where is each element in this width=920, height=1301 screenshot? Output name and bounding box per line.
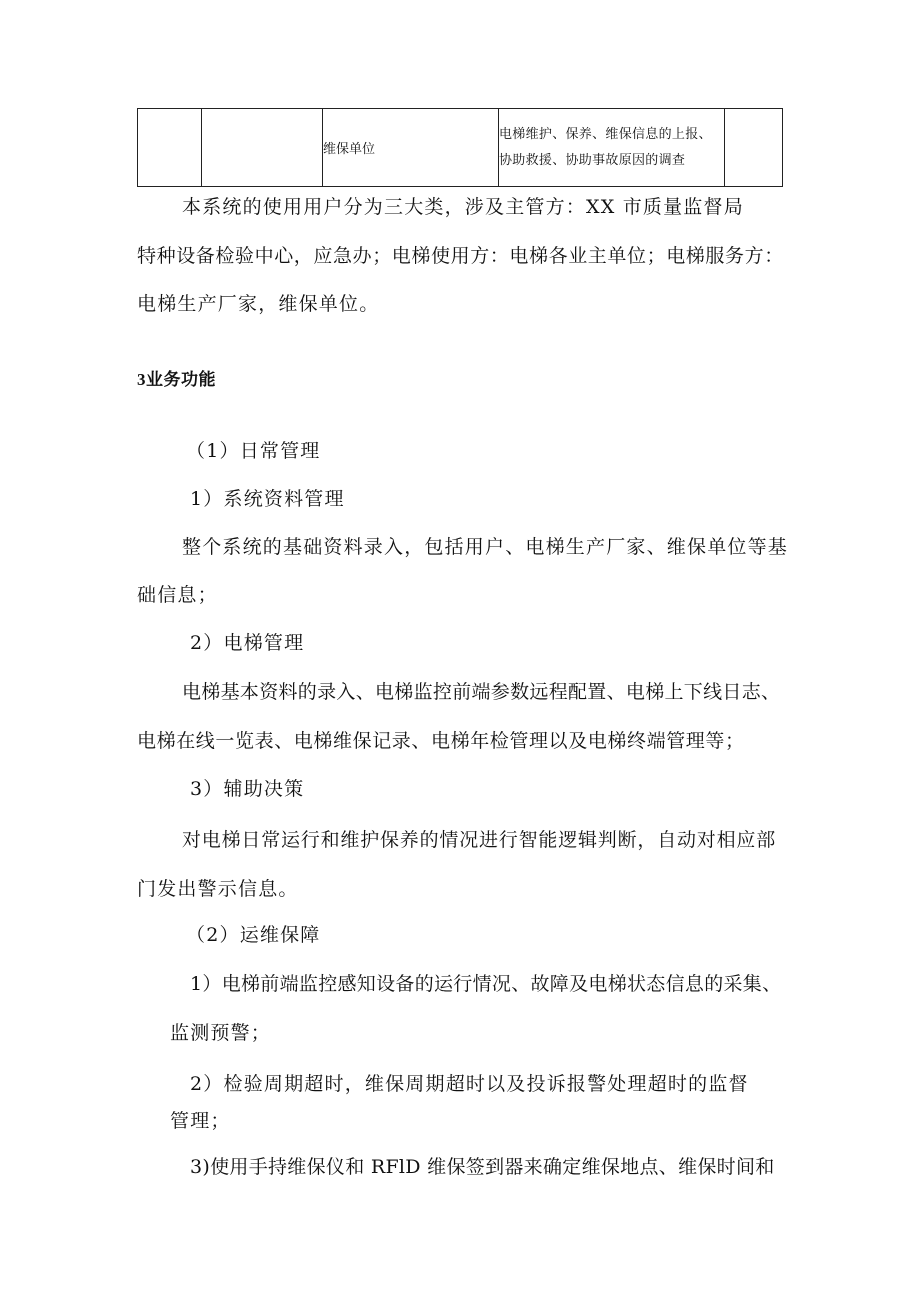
item-body: 整个系统的基础资料录入，包括用户、电梯生产厂家、维保单位等基 — [182, 536, 789, 558]
item-body: 2）检验周期超时，维保周期超时以及投诉报警处理超时的监督 — [190, 1073, 749, 1095]
responsibility-table — [137, 108, 783, 187]
section-number: 3 — [137, 370, 146, 389]
item-title: 1）系统资料管理 — [190, 488, 345, 510]
description-line: 协助救援、协助事故原因的调查 — [499, 152, 686, 168]
section-heading — [137, 365, 216, 390]
table-cell-description — [499, 109, 725, 187]
item-body: 1）电梯前端监控感知设备的运行情况、故障及电梯状态信息的采集、 — [190, 973, 782, 995]
description-line: 电梯维护、保养、维保信息的上报、 — [499, 126, 712, 142]
item-title: 3）辅助决策 — [190, 778, 305, 800]
table-cell-blank-5 — [725, 109, 783, 187]
section-title: 业务功能 — [146, 370, 216, 390]
subsection-title: （1）日常管理 — [186, 440, 321, 462]
intro-line: 本系统的使用用户分为三大类，涉及主管方：XX 市质量监督局 — [182, 196, 744, 218]
item-body: 电梯在线一览表、电梯维保记录、电梯年检管理以及电梯终端管理等； — [137, 730, 745, 752]
item-body: 监测预警； — [170, 1022, 272, 1044]
item-body: 对电梯日常运行和维护保养的情况进行智能逻辑判断，自动对相应部 — [182, 829, 777, 851]
table-cell-unit: 维保单位 — [323, 109, 499, 187]
intro-line: 电梯生产厂家，维保单位。 — [137, 293, 380, 315]
item-body: 管理； — [170, 1110, 231, 1132]
table-row — [138, 109, 783, 187]
intro-line: 特种设备检验中心，应急办；电梯使用方：电梯各业主单位；电梯服务方： — [137, 245, 784, 267]
table-cell-blank-2 — [202, 109, 323, 187]
item-body: 电梯基本资料的录入、电梯监控前端参数远程配置、电梯上下线日志、 — [182, 681, 781, 703]
subsection-title: （2）运维保障 — [186, 924, 321, 946]
item-body: 3)使用手持维保仪和 RFlD 维保签到器来确定维保地点、维保时间和 — [190, 1156, 775, 1178]
item-body: 门发出警示信息。 — [137, 878, 299, 900]
table-cell-blank-1 — [138, 109, 202, 187]
item-title: 2）电梯管理 — [190, 632, 305, 654]
item-body: 础信息； — [137, 584, 218, 606]
